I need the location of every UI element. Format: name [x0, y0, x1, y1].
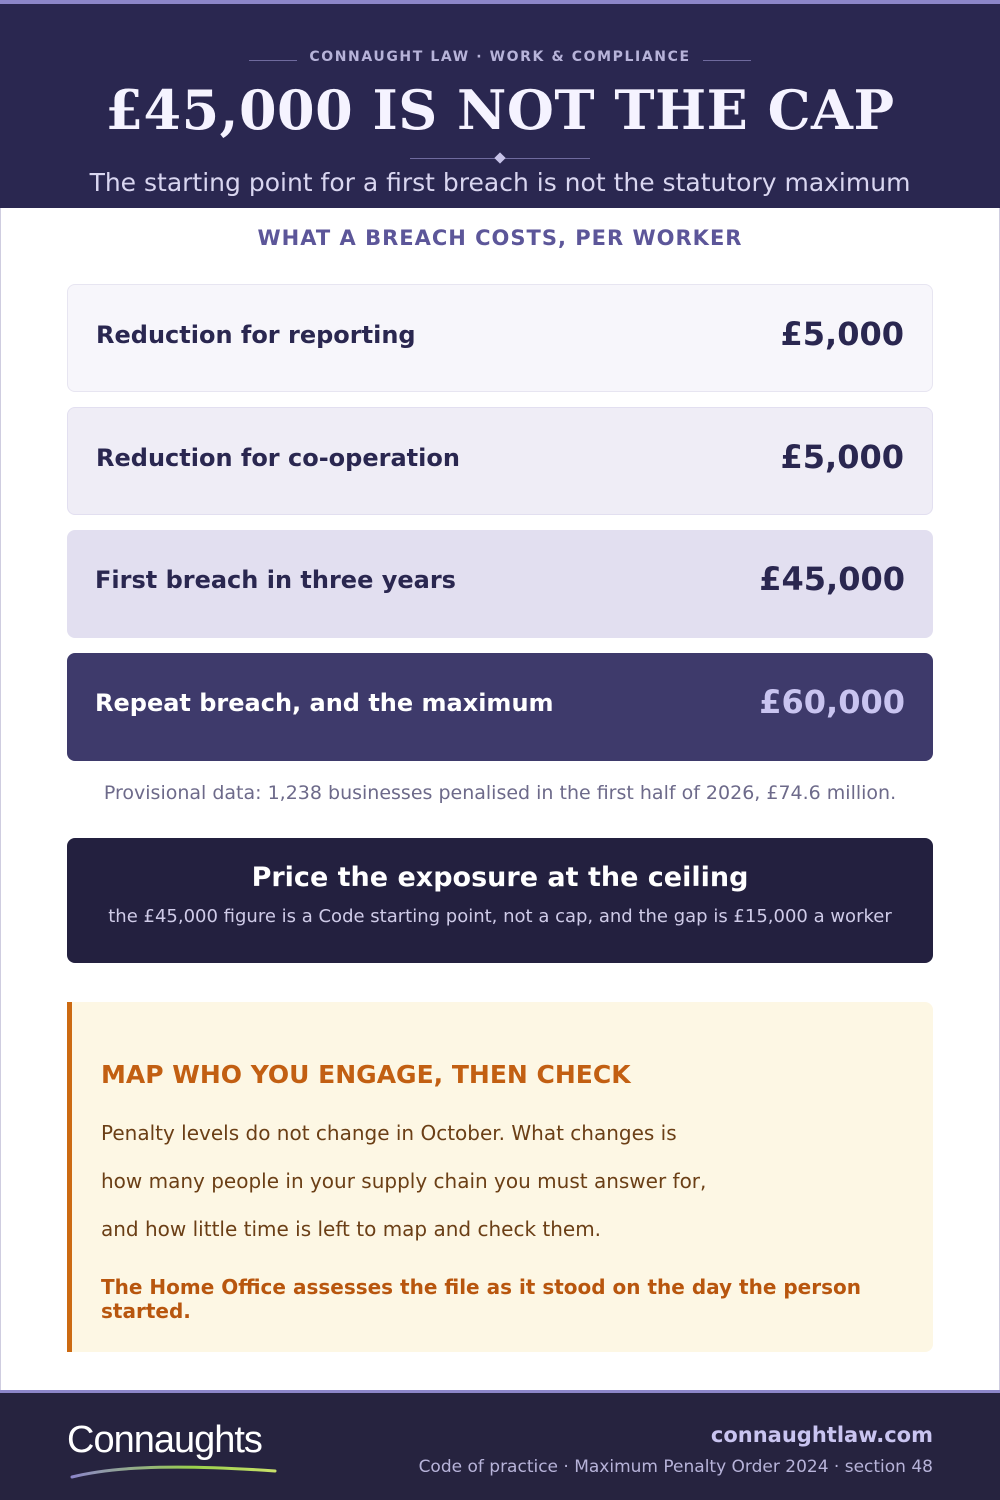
cost-row-repeat-breach: [67, 653, 933, 761]
cost-row-amount: £5,000: [780, 315, 904, 353]
legal-reference: Code of practice · Maximum Penalty Order 2024 · section 48: [418, 1457, 933, 1477]
cost-row-label: First breach in three years: [95, 566, 456, 594]
cost-row-amount: £45,000: [759, 560, 905, 598]
section-title: WHAT A BREACH COSTS, PER WORKER: [257, 226, 743, 250]
kicker-row: [0, 47, 1000, 71]
website-link[interactable]: connaughtlaw.com: [710, 1423, 933, 1447]
callout-line: how many people in your supply chain you must answer for,: [101, 1169, 707, 1193]
cost-row-label: Reduction for co-operation: [96, 444, 460, 472]
ceiling-subtitle: the £45,000 figure is a Code starting point, not a cap, and the gap is £15,000 a worker: [108, 906, 892, 927]
page-subtitle: The starting point for a first breach is not the statutory maximum: [89, 168, 911, 197]
callout-line: and how little time is left to map and check them.: [101, 1217, 602, 1241]
header-banner: [0, 0, 1000, 208]
kicker-rule-right: [703, 60, 751, 61]
cost-row-amount: £5,000: [780, 438, 904, 476]
provisional-data-note: Provisional data: 1,238 businesses penalised in the first half of 2026, £74.6 million.: [103, 782, 897, 804]
kicker-text: CONNAUGHT LAW · WORK & COMPLIANCE: [309, 49, 691, 65]
diamond-icon: [494, 152, 505, 163]
callout-emphasis: The Home Office assesses the file as it stood on the day the person started.: [101, 1275, 861, 1323]
cost-row-label: Repeat breach, and the maximum: [95, 689, 554, 717]
callout-title: MAP WHO YOU ENGAGE, THEN CHECK: [101, 1060, 631, 1089]
callout-panel: [67, 1002, 933, 1352]
brand-logo: Connaughts: [67, 1419, 262, 1461]
cost-row-reporting: [67, 284, 933, 392]
callout-line: Penalty levels do not change in October. What changes is: [101, 1121, 677, 1145]
ceiling-title: Price the exposure at the ceiling: [251, 862, 749, 893]
cost-row-amount: £60,000: [759, 683, 905, 721]
footer: [0, 1390, 1000, 1500]
cost-row-label: Reduction for reporting: [96, 321, 416, 349]
ceiling-panel: [67, 838, 933, 963]
page-title: £45,000 IS NOT THE CAP: [105, 78, 895, 142]
logo-swoosh-icon: [70, 1463, 280, 1483]
cost-row-cooperation: [67, 407, 933, 515]
cost-row-first-breach: [67, 530, 933, 638]
